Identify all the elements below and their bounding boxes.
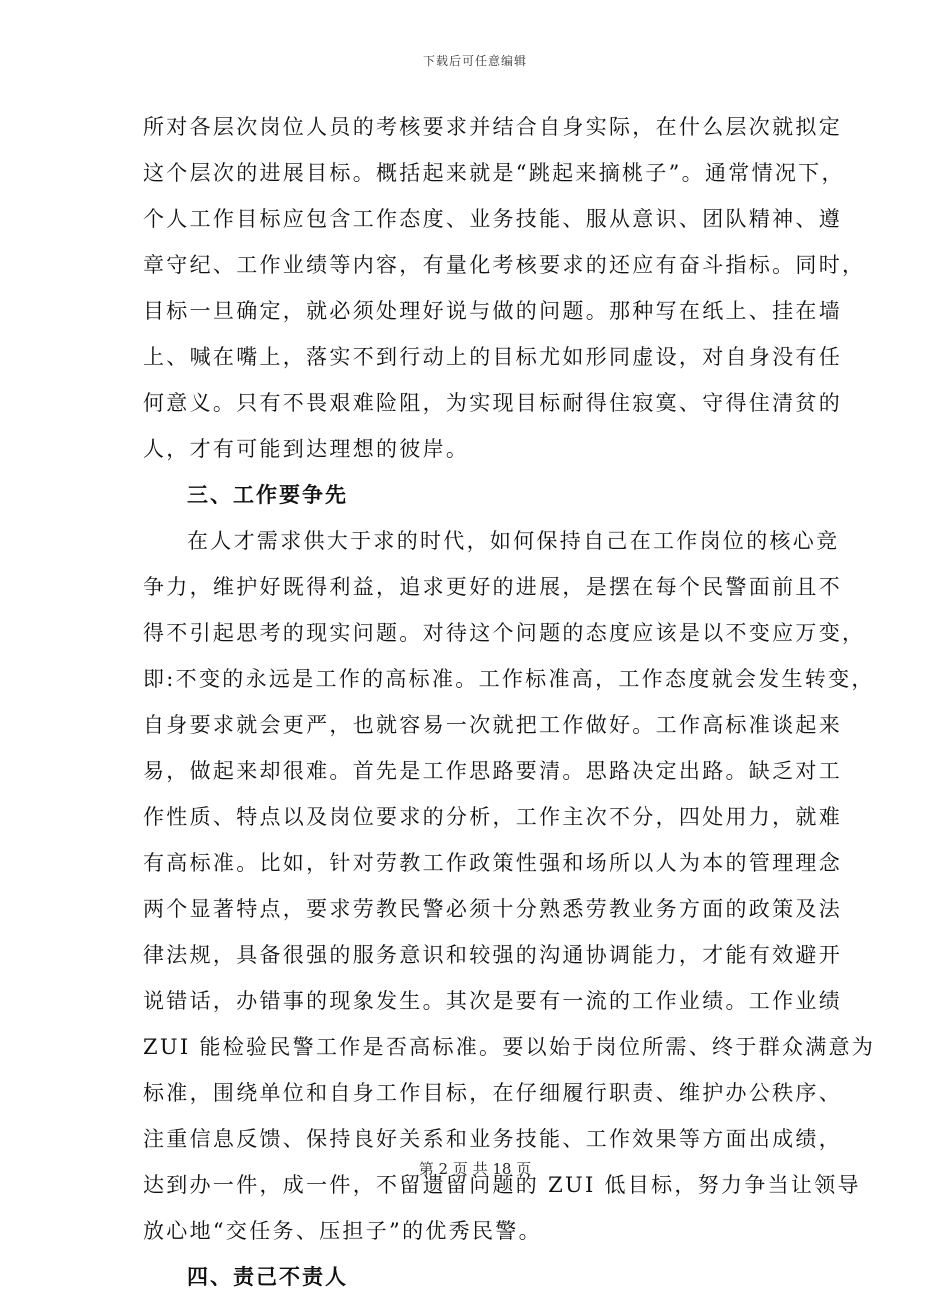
text-line: 上、喊在嘴上，落实不到行动上的目标尤如形同虚设，对自身没有任 [143,345,842,369]
text-line: 目标一旦确定，就必须处理好说与做的问题。那种写在纸上、挂在墙 [143,299,842,323]
section-heading-3: 三、工作要争先 [187,483,348,507]
text-line: 作性质、特点以及岗位要求的分析，工作主次不分，四处用力，就难 [143,805,842,829]
text-line: 个人工作目标应包含工作态度、业务技能、服从意识、团队精神、遵 [143,207,842,231]
text-line: ZUI 能检验民警工作是否高标准。要以始于岗位所需、终于群众满意为 [143,1035,876,1059]
text-line: 放心地“交任务、压担子”的优秀民警。 [143,1219,542,1243]
text-line: 有高标准。比如，针对劳教工作政策性强和场所以人为本的管理理念 [143,851,842,875]
text-line: 得不引起思考的现实问题。对待这个问题的态度应该是以不变应万变， [143,621,866,645]
text-line: 注重信息反馈、保持良好关系和业务技能、工作效果等方面出成绩， [143,1127,842,1151]
text-line: 在人才需求供大于求的时代，如何保持自己在工作岗位的核心竞 [187,529,840,553]
text-line: 何意义。只有不畏艰难险阻，为实现目标耐得住寂寞、守得住清贫的 [143,391,842,415]
text-line: 这个层次的进展目标。概括起来就是“跳起来摘桃子”。通常情况下， [143,161,845,185]
text-line: 自身要求就会更严，也就容易一次就把工作做好。工作高标准谈起来 [143,713,842,737]
page-header: 下载后可任意编辑 [422,54,527,68]
text-line: 即:不变的永远是工作的高标准。工作标准高，工作态度就会发生转变， [143,667,875,691]
document-body [143,104,876,1300]
text-line: 达到办一件，成一件，不留遗留问题的 ZUI 低目标，努力争当让领导 [143,1173,861,1197]
page-number: 第 2 页 共 18 页 [418,1160,532,1178]
text-line: 律法规，具备很强的服务意识和较强的沟通协调能力，才能有效避开 [143,943,842,967]
section-heading-4: 四、责己不责人 [187,1265,348,1289]
text-line: 说错话，办错事的现象发生。其次是要有一流的工作业绩。工作业绩 [143,989,842,1013]
text-line: 章守纪、工作业绩等内容，有量化考核要求的还应有奋斗指标。同时， [143,253,866,277]
paragraph-work-excellence [143,518,876,1254]
text-line: 人，才有可能到达理想的彼岸。 [143,437,470,461]
text-line: 易，做起来却很难。首先是工作思路要清。思路决定出路。缺乏对工 [143,759,842,783]
text-line: 标准，围绕单位和自身工作目标，在仔细履行职责、维护办公秩序、 [143,1081,842,1105]
text-line: 所对各层次岗位人员的考核要求并结合自身实际，在什么层次就拟定 [143,115,842,139]
text-line: 两个显著特点，要求劳教民警必须十分熟悉劳教业务方面的政策及法 [143,897,842,921]
paragraph-continued [143,104,866,472]
text-line: 争力，维护好既得利益，追求更好的进展，是摆在每个民警面前且不 [143,575,842,599]
